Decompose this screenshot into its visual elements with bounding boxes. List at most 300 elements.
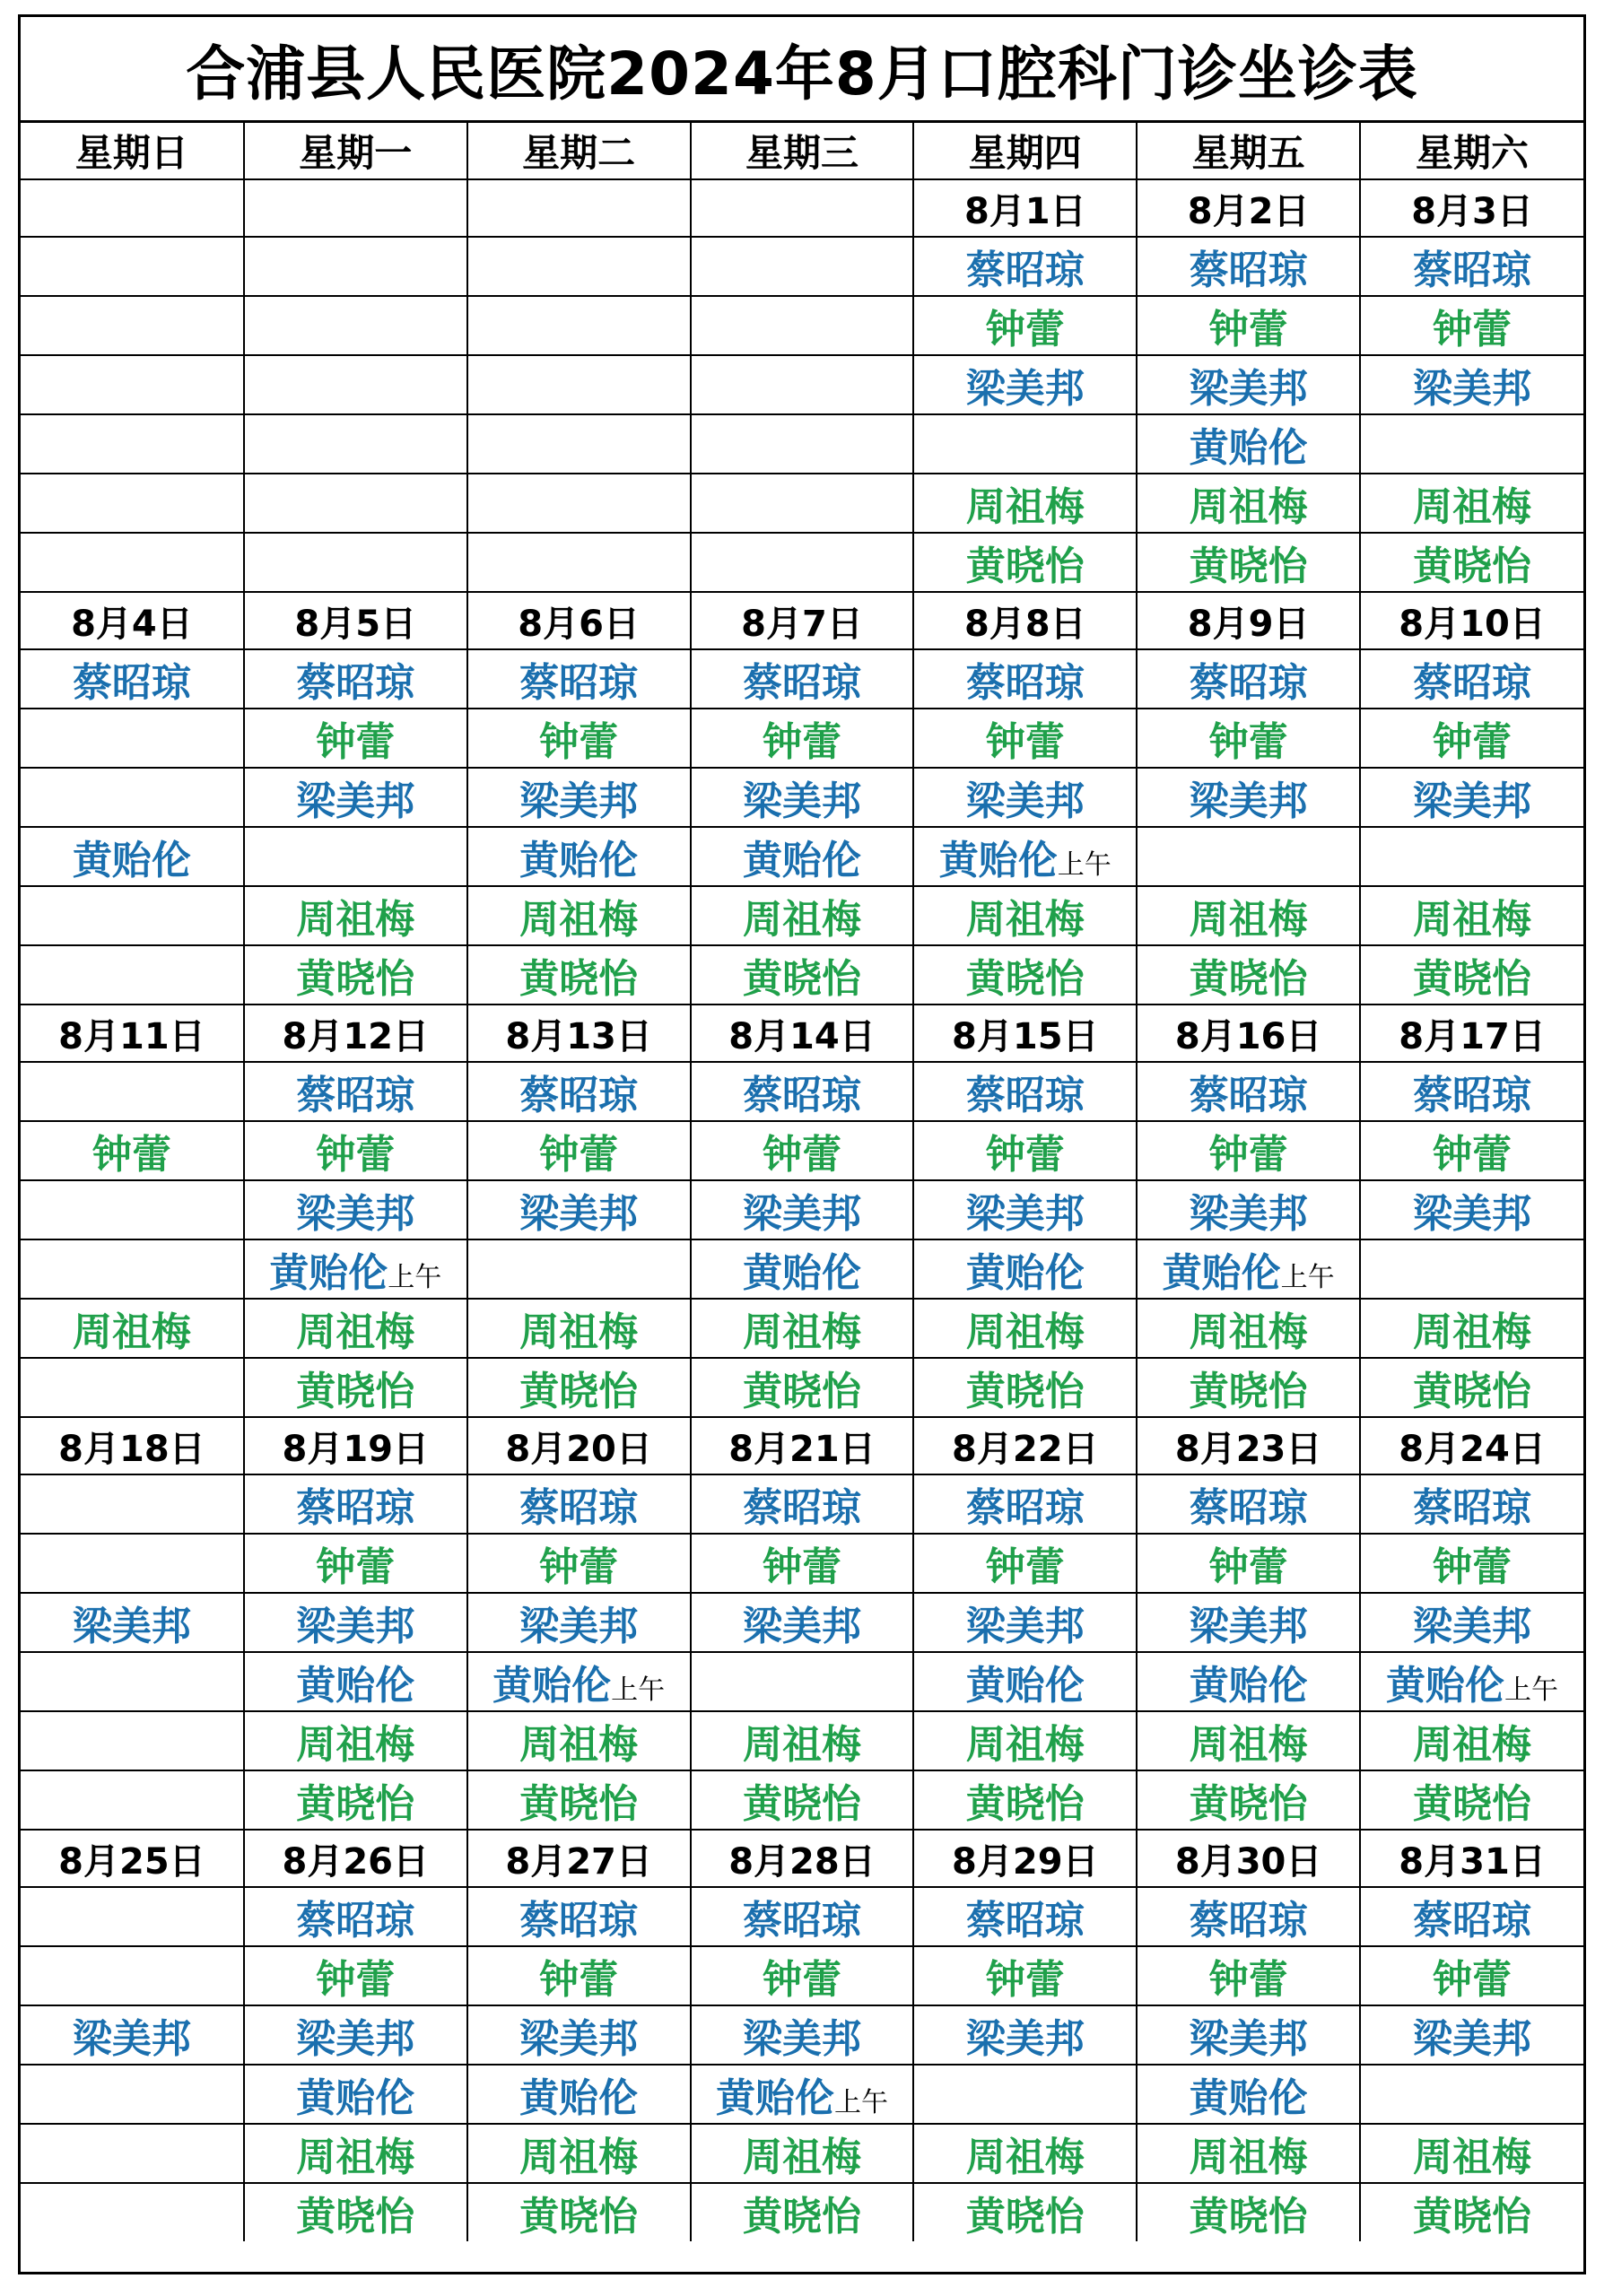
doctor-name: 梁美邦 <box>519 1191 639 1237</box>
morning-only-note: 上午 <box>1280 1262 1335 1293</box>
schedule-cell <box>913 1358 1137 1417</box>
schedule-cell <box>467 1711 691 1770</box>
doctor-row <box>21 474 1583 533</box>
doctor-row <box>21 1887 1583 1946</box>
schedule-cell <box>1360 649 1583 709</box>
schedule-cell <box>1137 1946 1360 2005</box>
schedule-cell <box>1137 649 1360 709</box>
schedule-cell <box>467 827 691 886</box>
doctor-name: 蔡昭琼 <box>1413 1073 1532 1118</box>
doctor-name: 钟蕾 <box>762 1957 841 2003</box>
doctor-name: 黄贻伦 <box>269 1250 388 1296</box>
schedule-cell <box>913 474 1137 533</box>
doctor-name: 周祖梅 <box>519 897 639 943</box>
doctor-name: 黄晓怡 <box>1189 2194 1308 2239</box>
schedule-cell <box>1360 355 1583 414</box>
schedule-cell <box>244 533 467 592</box>
doctor-name: 黄晓怡 <box>742 1369 861 1414</box>
doctor-name: 黄晓怡 <box>519 956 639 1002</box>
doctor-row <box>21 2005 1583 2065</box>
schedule-cell <box>467 1180 691 1239</box>
doctor-name: 黄晓怡 <box>742 956 861 1002</box>
schedule-cell <box>21 1062 244 1121</box>
schedule-cell <box>691 1593 914 1652</box>
schedule-cell <box>913 2124 1137 2183</box>
doctor-name: 黄贻伦 <box>519 838 639 883</box>
doctor-name: 黄晓怡 <box>1413 2194 1532 2239</box>
doctor-name: 周祖梅 <box>296 1309 415 1355</box>
weekday-header: 星期四 <box>913 123 1137 179</box>
schedule-cell <box>21 945 244 1004</box>
doctor-name: 周祖梅 <box>965 897 1085 943</box>
schedule-cell <box>1137 886 1360 945</box>
schedule-cell <box>1137 2005 1360 2065</box>
schedule-cell <box>1137 2183 1360 2241</box>
schedule-cell <box>1137 1474 1360 1534</box>
schedule-cell <box>691 1534 914 1593</box>
schedule-cell <box>913 1652 1137 1711</box>
doctor-name: 周祖梅 <box>1189 1309 1308 1355</box>
doctor-row <box>21 414 1583 474</box>
schedule-cell <box>913 649 1137 709</box>
schedule-cell <box>691 533 914 592</box>
schedule-cell <box>1360 827 1583 886</box>
schedule-cell <box>913 1062 1137 1121</box>
weekday-header: 星期日 <box>21 123 244 179</box>
doctor-name: 黄贻伦 <box>1189 425 1308 471</box>
doctor-name: 梁美邦 <box>1413 778 1532 824</box>
doctor-name: 黄晓怡 <box>519 1781 639 1827</box>
doctor-name: 蔡昭琼 <box>296 1485 415 1531</box>
weekday-header: 星期二 <box>467 123 691 179</box>
schedule-cell <box>1360 2183 1583 2241</box>
schedule-cell <box>21 296 244 355</box>
doctor-name: 钟蕾 <box>1208 1132 1288 1178</box>
schedule-cell <box>1360 945 1583 1004</box>
schedule-cell <box>21 1180 244 1239</box>
schedule-cell <box>691 1474 914 1534</box>
schedule-cell <box>1137 414 1360 474</box>
schedule-cell <box>913 414 1137 474</box>
schedule-cell <box>21 1121 244 1180</box>
date-cell: 8月10日 <box>1360 592 1583 649</box>
schedule-cell <box>467 709 691 768</box>
doctor-name: 黄晓怡 <box>742 1781 861 1827</box>
schedule-cell <box>691 1652 914 1711</box>
schedule-cell <box>21 1299 244 1358</box>
doctor-name: 梁美邦 <box>742 2016 861 2062</box>
date-cell: 8月20日 <box>467 1417 691 1474</box>
doctor-row <box>21 1062 1583 1121</box>
doctor-name: 黄晓怡 <box>1189 544 1308 589</box>
schedule-cell <box>244 1946 467 2005</box>
schedule-cell <box>21 474 244 533</box>
doctor-name: 周祖梅 <box>1413 1722 1532 1768</box>
doctor-name: 蔡昭琼 <box>965 660 1085 706</box>
schedule-cell <box>21 827 244 886</box>
doctor-name: 黄贻伦 <box>965 1663 1085 1709</box>
doctor-name: 蔡昭琼 <box>1189 248 1308 293</box>
schedule-cell <box>1137 2124 1360 2183</box>
date-cell: 8月6日 <box>467 592 691 649</box>
schedule-cell <box>467 533 691 592</box>
schedule-cell <box>1360 296 1583 355</box>
date-cell: 8月13日 <box>467 1004 691 1062</box>
schedule-cell <box>467 1358 691 1417</box>
schedule-cell <box>691 768 914 827</box>
schedule-cell <box>21 1946 244 2005</box>
schedule-cell <box>244 886 467 945</box>
doctor-name: 梁美邦 <box>965 1191 1085 1237</box>
schedule-cell <box>467 1474 691 1534</box>
doctor-name: 钟蕾 <box>762 1132 841 1178</box>
doctor-name: 钟蕾 <box>1208 1544 1288 1590</box>
doctor-name: 蔡昭琼 <box>1413 660 1532 706</box>
schedule-cell <box>467 2183 691 2241</box>
doctor-name: 蔡昭琼 <box>296 1898 415 1944</box>
schedule-cell <box>1137 709 1360 768</box>
doctor-name: 蔡昭琼 <box>965 1485 1085 1531</box>
doctor-name: 蔡昭琼 <box>742 1898 861 1944</box>
doctor-name: 钟蕾 <box>316 719 396 765</box>
doctor-name: 钟蕾 <box>985 719 1065 765</box>
schedule-cell <box>1360 474 1583 533</box>
doctor-name: 蔡昭琼 <box>519 1073 639 1118</box>
doctor-name: 周祖梅 <box>965 1722 1085 1768</box>
doctor-name: 周祖梅 <box>296 897 415 943</box>
schedule-cell <box>21 1239 244 1299</box>
doctor-name: 黄贻伦 <box>742 1250 861 1296</box>
schedule-cell <box>467 1239 691 1299</box>
doctor-name: 黄晓怡 <box>296 1781 415 1827</box>
schedule-cell <box>21 1593 244 1652</box>
schedule-cell <box>244 414 467 474</box>
date-cell: 8月7日 <box>691 592 914 649</box>
schedule-cell <box>244 1474 467 1534</box>
doctor-row <box>21 886 1583 945</box>
schedule-cell <box>244 1062 467 1121</box>
doctor-name: 周祖梅 <box>296 1722 415 1768</box>
doctor-name: 周祖梅 <box>1189 2135 1308 2180</box>
doctor-name: 黄贻伦 <box>519 2075 639 2121</box>
schedule-cell <box>467 2065 691 2124</box>
doctor-name: 蔡昭琼 <box>519 1898 639 1944</box>
schedule-cell <box>691 827 914 886</box>
schedule-cell <box>1137 1180 1360 1239</box>
schedule-cell <box>1360 1239 1583 1299</box>
doctor-name: 黄晓怡 <box>965 1781 1085 1827</box>
schedule-cell <box>691 649 914 709</box>
schedule-cell <box>244 2005 467 2065</box>
date-cell: 8月21日 <box>691 1417 914 1474</box>
doctor-name: 周祖梅 <box>519 1309 639 1355</box>
doctor-row <box>21 355 1583 414</box>
schedule-cell <box>244 1299 467 1358</box>
schedule-cell <box>913 1121 1137 1180</box>
schedule-cell <box>1360 709 1583 768</box>
doctor-name: 蔡昭琼 <box>1189 660 1308 706</box>
schedule-cell <box>691 2065 914 2124</box>
schedule-cell <box>244 2124 467 2183</box>
schedule-cell <box>1360 886 1583 945</box>
schedule-cell <box>1360 1534 1583 1593</box>
schedule-cell <box>244 355 467 414</box>
doctor-name: 梁美邦 <box>965 2016 1085 2062</box>
doctor-row <box>21 768 1583 827</box>
schedule-cell <box>691 1180 914 1239</box>
doctor-name: 黄晓怡 <box>965 544 1085 589</box>
schedule-cell <box>913 533 1137 592</box>
doctor-name: 钟蕾 <box>1433 1544 1512 1590</box>
doctor-name: 蔡昭琼 <box>965 1898 1085 1944</box>
doctor-name: 梁美邦 <box>1189 1604 1308 1649</box>
doctor-name: 钟蕾 <box>92 1132 171 1178</box>
doctor-name: 梁美邦 <box>742 1191 861 1237</box>
doctor-name: 梁美邦 <box>519 1604 639 1649</box>
doctor-name: 蔡昭琼 <box>1189 1485 1308 1531</box>
doctor-name: 黄晓怡 <box>1189 1369 1308 1414</box>
weekday-header: 星期六 <box>1360 123 1583 179</box>
schedule-cell <box>913 2183 1137 2241</box>
schedule-cell <box>21 2124 244 2183</box>
schedule-cell <box>1360 2065 1583 2124</box>
schedule-cell <box>691 1711 914 1770</box>
schedule-cell <box>467 1770 691 1830</box>
schedule-cell <box>691 414 914 474</box>
schedule-cell <box>691 1299 914 1358</box>
schedule-cell <box>244 945 467 1004</box>
doctor-name: 蔡昭琼 <box>742 1485 861 1531</box>
doctor-name: 梁美邦 <box>965 1604 1085 1649</box>
doctor-name: 梁美邦 <box>742 1604 861 1649</box>
schedule-sheet <box>18 14 1586 2274</box>
doctor-row <box>21 827 1583 886</box>
schedule-cell <box>691 2005 914 2065</box>
doctor-name: 钟蕾 <box>1208 1957 1288 2003</box>
schedule-cell <box>244 296 467 355</box>
doctor-row <box>21 1358 1583 1417</box>
date-cell <box>691 179 914 237</box>
schedule-cell <box>913 355 1137 414</box>
doctor-name: 钟蕾 <box>1433 1132 1512 1178</box>
schedule-cell <box>244 768 467 827</box>
schedule-cell <box>691 709 914 768</box>
schedule-cell <box>1137 533 1360 592</box>
date-cell: 8月19日 <box>244 1417 467 1474</box>
date-row <box>21 179 1583 237</box>
schedule-cell <box>467 768 691 827</box>
schedule-cell <box>21 1652 244 1711</box>
schedule-cell <box>1137 1711 1360 1770</box>
schedule-cell <box>913 2065 1137 2124</box>
schedule-cell <box>467 1062 691 1121</box>
date-cell: 8月14日 <box>691 1004 914 1062</box>
schedule-cell <box>244 827 467 886</box>
doctor-name: 黄晓怡 <box>519 1369 639 1414</box>
schedule-cell <box>244 649 467 709</box>
doctor-name: 黄晓怡 <box>965 956 1085 1002</box>
schedule-cell <box>691 2183 914 2241</box>
doctor-name: 蔡昭琼 <box>1189 1073 1308 1118</box>
doctor-name: 周祖梅 <box>742 2135 861 2180</box>
schedule-cell <box>1360 237 1583 296</box>
doctor-name: 钟蕾 <box>985 1132 1065 1178</box>
weekday-header: 星期三 <box>691 123 914 179</box>
schedule-cell <box>467 1946 691 2005</box>
doctor-name: 蔡昭琼 <box>519 660 639 706</box>
schedule-cell <box>691 1062 914 1121</box>
doctor-name: 钟蕾 <box>539 1544 619 1590</box>
doctor-name: 黄贻伦 <box>296 2075 415 2121</box>
date-cell: 8月30日 <box>1137 1830 1360 1887</box>
date-cell: 8月5日 <box>244 592 467 649</box>
doctor-name: 黄晓怡 <box>1413 956 1532 1002</box>
schedule-cell <box>467 1593 691 1652</box>
date-cell: 8月15日 <box>913 1004 1137 1062</box>
doctor-name: 蔡昭琼 <box>519 1485 639 1531</box>
date-cell: 8月24日 <box>1360 1417 1583 1474</box>
schedule-cell <box>1360 1299 1583 1358</box>
doctor-name: 黄晓怡 <box>296 956 415 1002</box>
schedule-cell <box>244 1534 467 1593</box>
doctor-name: 蔡昭琼 <box>1413 1485 1532 1531</box>
doctor-name: 蔡昭琼 <box>296 1073 415 1118</box>
date-cell <box>244 179 467 237</box>
schedule-cell <box>691 296 914 355</box>
doctor-name: 周祖梅 <box>1189 484 1308 530</box>
schedule-cell <box>913 827 1137 886</box>
schedule-cell <box>467 237 691 296</box>
schedule-cell <box>1137 296 1360 355</box>
schedule-cell <box>21 2065 244 2124</box>
schedule-cell <box>1360 1711 1583 1770</box>
doctor-name: 黄贻伦 <box>1386 1663 1505 1709</box>
doctor-row <box>21 1593 1583 1652</box>
schedule-cell <box>21 2005 244 2065</box>
schedule-cell <box>21 709 244 768</box>
doctor-name: 周祖梅 <box>965 484 1085 530</box>
doctor-row <box>21 296 1583 355</box>
schedule-cell <box>21 237 244 296</box>
doctor-name: 钟蕾 <box>762 1544 841 1590</box>
schedule-cell <box>1137 1534 1360 1593</box>
doctor-row <box>21 649 1583 709</box>
doctor-name: 梁美邦 <box>1413 366 1532 412</box>
schedule-cell <box>1137 2065 1360 2124</box>
doctor-name: 梁美邦 <box>296 2016 415 2062</box>
schedule-cell <box>1360 1180 1583 1239</box>
schedule-cell <box>1137 1358 1360 1417</box>
doctor-row <box>21 1946 1583 2005</box>
doctor-name: 钟蕾 <box>1433 1957 1512 2003</box>
schedule-cell <box>21 533 244 592</box>
doctor-name: 周祖梅 <box>1413 2135 1532 2180</box>
schedule-cell <box>244 2183 467 2241</box>
doctor-row <box>21 1239 1583 1299</box>
schedule-cell <box>1137 1062 1360 1121</box>
schedule-cell <box>913 886 1137 945</box>
date-cell <box>21 179 244 237</box>
date-cell: 8月28日 <box>691 1830 914 1887</box>
doctor-name: 梁美邦 <box>1189 778 1308 824</box>
schedule-cell <box>467 474 691 533</box>
schedule-cell <box>21 2183 244 2241</box>
schedule-cell <box>1137 355 1360 414</box>
doctor-row <box>21 709 1583 768</box>
schedule-cell <box>1137 1652 1360 1711</box>
doctor-name: 黄晓怡 <box>742 2194 861 2239</box>
date-cell: 8月9日 <box>1137 592 1360 649</box>
schedule-cell <box>21 414 244 474</box>
doctor-row <box>21 945 1583 1004</box>
schedule-cell <box>467 414 691 474</box>
weekday-header: 星期一 <box>244 123 467 179</box>
doctor-name: 梁美邦 <box>296 1604 415 1649</box>
morning-only-note: 上午 <box>1504 1674 1559 1706</box>
date-cell: 8月22日 <box>913 1417 1137 1474</box>
doctor-name: 周祖梅 <box>1189 1722 1308 1768</box>
morning-only-note: 上午 <box>611 1674 666 1706</box>
doctor-name: 黄贻伦 <box>296 1663 415 1709</box>
schedule-cell <box>467 355 691 414</box>
date-cell: 8月3日 <box>1360 179 1583 237</box>
schedule-cell <box>913 945 1137 1004</box>
doctor-name: 钟蕾 <box>1208 719 1288 765</box>
doctor-name: 黄晓怡 <box>1413 1781 1532 1827</box>
schedule-cell <box>1360 1652 1583 1711</box>
doctor-name: 黄晓怡 <box>519 2194 639 2239</box>
schedule-cell <box>244 474 467 533</box>
schedule-cell <box>1360 1593 1583 1652</box>
schedule-cell <box>913 1299 1137 1358</box>
doctor-name: 钟蕾 <box>762 719 841 765</box>
schedule-cell <box>244 1239 467 1299</box>
schedule-cell <box>244 2065 467 2124</box>
date-cell: 8月12日 <box>244 1004 467 1062</box>
schedule-cell <box>1137 474 1360 533</box>
doctor-name: 黄贻伦 <box>1189 1663 1308 1709</box>
schedule-cell <box>913 237 1137 296</box>
schedule-cell <box>1360 414 1583 474</box>
date-cell: 8月27日 <box>467 1830 691 1887</box>
schedule-cell <box>691 945 914 1004</box>
schedule-cell <box>467 649 691 709</box>
schedule-cell <box>21 649 244 709</box>
date-cell: 8月1日 <box>913 179 1137 237</box>
schedule-cell <box>913 1946 1137 2005</box>
date-cell: 8月8日 <box>913 592 1137 649</box>
schedule-cell <box>21 1887 244 1946</box>
page-title: 合浦县人民医院2024年8月口腔科门诊坐诊表 <box>21 17 1583 123</box>
schedule-cell <box>467 296 691 355</box>
schedule-cell <box>1360 1121 1583 1180</box>
schedule-cell <box>1137 1887 1360 1946</box>
doctor-name: 蔡昭琼 <box>72 660 191 706</box>
doctor-name: 周祖梅 <box>742 1722 861 1768</box>
schedule-cell <box>913 1474 1137 1534</box>
doctor-name: 周祖梅 <box>742 897 861 943</box>
schedule-cell <box>1137 945 1360 1004</box>
doctor-name: 钟蕾 <box>985 1957 1065 2003</box>
schedule-cell <box>1137 827 1360 886</box>
doctor-name: 黄贻伦 <box>938 838 1058 883</box>
schedule-cell <box>21 1770 244 1830</box>
doctor-name: 梁美邦 <box>296 778 415 824</box>
doctor-name: 黄贻伦 <box>715 2075 834 2121</box>
schedule-cell <box>913 2005 1137 2065</box>
doctor-name: 钟蕾 <box>316 1132 396 1178</box>
doctor-name: 蔡昭琼 <box>742 1073 861 1118</box>
